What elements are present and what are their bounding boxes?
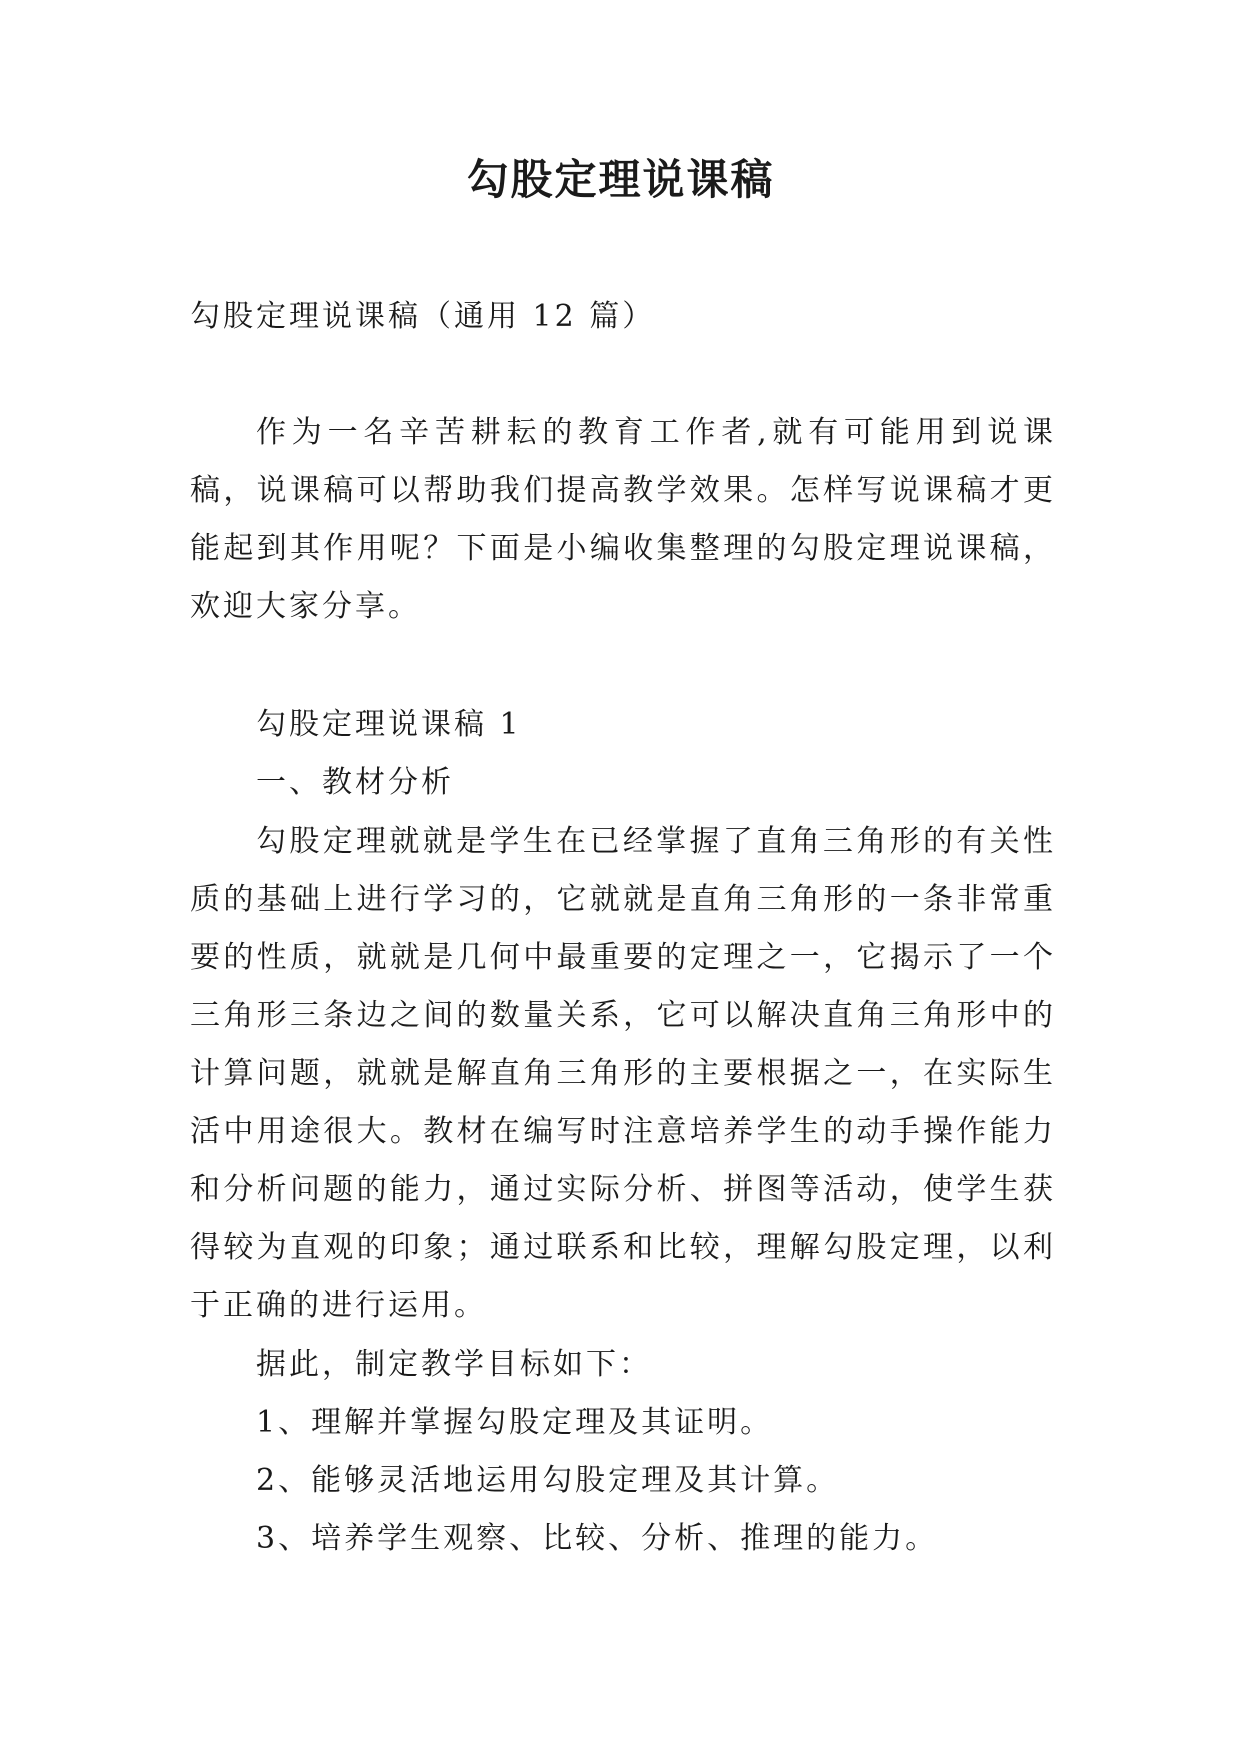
goal-item: 3、培养学生观察、比较、分析、推理的能力。	[256, 1521, 939, 1556]
document-subtitle: 勾股定理说课稿（通用 12 篇）	[190, 299, 656, 334]
document-title: 勾股定理说课稿	[466, 155, 775, 204]
section-title: 勾股定理说课稿 1	[256, 707, 522, 742]
intro-paragraph: 作为一名辛苦耕耘的教育工作者,就有可能用到说课稿，说课稿可以帮助我们提高教学效果。怎样写说课稿才更能起到其作用呢？下面是小编收集整理的勾股定理说课稿，欢迎大家分享。	[190, 415, 1056, 624]
section-header	[190, 696, 1056, 812]
textbook-analysis-paragraph: 勾股定理就就是学生在已经掌握了直角三角形的有关性质的基础上进行学习的，它就就是直角三角形的一条非常重要的性质，就就是几何中最重要的定理之一，它揭示了一个三角形三条边之间的数量关系，它可以解决直角三角形中的计算问题，就就是解直角三角形的主要根据之一，在实际生活中用途很大。教材在编写时注意培养学生的动手操作能力和分析问题的能力，通过实际分析、拼图等活动，使学生获得较为直观的印象；通过联系和比较，理解勾股定理，以利于正确的进行运用。	[190, 824, 1056, 1323]
goal-item: 2、能够灵活地运用勾股定理及其计算。	[256, 1463, 840, 1498]
goal-item: 1、理解并掌握勾股定理及其证明。	[256, 1405, 774, 1440]
goals-intro: 据此，制定教学目标如下：	[256, 1347, 652, 1382]
teaching-goals	[190, 1336, 1056, 1568]
heading-textbook-analysis: 一、教材分析	[256, 765, 454, 800]
